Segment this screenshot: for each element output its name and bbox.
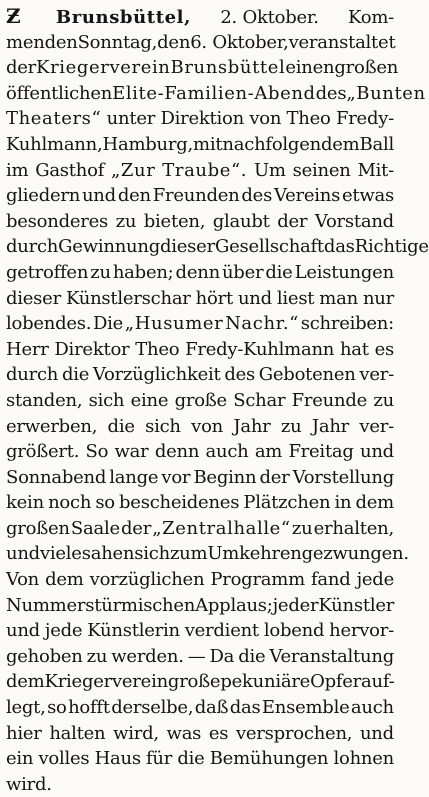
word: denn bbox=[175, 261, 220, 283]
word: Plätzchen bbox=[243, 492, 331, 514]
word: Jahr bbox=[233, 415, 271, 437]
word: es bbox=[208, 722, 229, 744]
word: von bbox=[191, 415, 224, 437]
word: Leistungen bbox=[294, 261, 394, 283]
word: dem bbox=[6, 671, 45, 693]
word: verdient bbox=[184, 620, 259, 642]
text-line-29 bbox=[6, 721, 394, 747]
word: die bbox=[265, 261, 293, 283]
word: Ensemble bbox=[261, 697, 350, 719]
word: lohnen bbox=[333, 748, 394, 770]
word: zu bbox=[115, 210, 137, 232]
word: So bbox=[85, 441, 109, 463]
word: und bbox=[81, 185, 116, 207]
word: und bbox=[6, 620, 40, 642]
word: es bbox=[374, 338, 394, 360]
text-line-22 bbox=[6, 541, 409, 567]
word: Bemühungen bbox=[209, 748, 329, 770]
word: mit bbox=[193, 133, 223, 155]
word: denn bbox=[154, 441, 200, 463]
word: nachfolgendem bbox=[222, 133, 360, 155]
text-line-30 bbox=[6, 746, 394, 772]
text-line-11 bbox=[6, 260, 394, 286]
word: und bbox=[6, 543, 40, 565]
word: Richtige bbox=[354, 236, 429, 258]
word: Gasthof bbox=[35, 159, 105, 181]
word: „Bunten bbox=[346, 82, 426, 104]
text-line-18 bbox=[6, 439, 394, 465]
word: Da bbox=[209, 645, 235, 667]
word: man bbox=[319, 287, 358, 309]
word: jeder bbox=[272, 594, 319, 616]
word: Theaters“ bbox=[6, 108, 102, 130]
word: Kuhlmann, bbox=[6, 133, 103, 155]
word: jede bbox=[356, 569, 394, 591]
word: vor bbox=[161, 466, 191, 488]
word: wird. bbox=[6, 773, 52, 795]
word: stürmischen bbox=[85, 594, 196, 616]
word: Applaus; bbox=[195, 594, 273, 616]
word: zu bbox=[291, 517, 313, 539]
word: Schar bbox=[233, 389, 286, 411]
word: Sonntag, bbox=[77, 31, 158, 53]
word: gezwungen. bbox=[301, 543, 409, 565]
word: Theo bbox=[135, 338, 180, 360]
text-line-17 bbox=[6, 414, 394, 440]
word: die bbox=[61, 364, 90, 386]
word: wird, bbox=[113, 722, 159, 744]
word: so bbox=[95, 492, 115, 514]
word: Traube“. bbox=[162, 159, 248, 181]
word: veranstaltet bbox=[288, 31, 396, 53]
word: im bbox=[6, 159, 29, 181]
text-line-13 bbox=[6, 311, 394, 337]
word: Künstlerschar bbox=[65, 287, 191, 309]
word: nur bbox=[362, 287, 394, 309]
word: für bbox=[146, 748, 173, 770]
word: was bbox=[166, 722, 202, 744]
word: lobendes. bbox=[6, 313, 92, 335]
word: Von bbox=[6, 569, 40, 591]
word: Direktion bbox=[160, 108, 244, 130]
word: unter bbox=[106, 108, 156, 130]
text-line-8 bbox=[6, 183, 394, 209]
word: „Husumer bbox=[124, 313, 224, 335]
word: des bbox=[224, 364, 255, 386]
word: Um bbox=[253, 159, 286, 181]
word: dem bbox=[45, 569, 84, 591]
word: haben; bbox=[112, 261, 174, 283]
word: versprochen, bbox=[235, 722, 353, 744]
word: Elite-Familien-Abend bbox=[112, 82, 316, 104]
word: Direktor bbox=[54, 338, 130, 360]
word: 6. Oktober, bbox=[190, 31, 289, 53]
word: schreiben: bbox=[300, 313, 394, 335]
text-line-3 bbox=[6, 55, 399, 81]
text-line-5 bbox=[6, 106, 394, 132]
word: legt, bbox=[6, 697, 46, 719]
word: Gesellschaft bbox=[214, 236, 324, 258]
text-line-15 bbox=[6, 362, 394, 388]
text-line-7 bbox=[6, 158, 394, 184]
word: Veranstaltung bbox=[269, 645, 394, 667]
word: dem bbox=[355, 492, 394, 514]
word: Mit- bbox=[357, 159, 394, 181]
word: werden. bbox=[111, 645, 184, 667]
word: durch bbox=[6, 236, 59, 258]
word: des bbox=[241, 185, 273, 207]
word: etwas bbox=[341, 185, 394, 207]
word: hat bbox=[339, 338, 369, 360]
word: Künstler bbox=[318, 594, 395, 616]
word: bescheidenes bbox=[119, 492, 240, 514]
word: hofft bbox=[68, 697, 110, 719]
word: „Zur bbox=[110, 159, 156, 181]
word: Vorstand bbox=[314, 210, 394, 232]
word: auf- bbox=[361, 671, 395, 693]
text-line-27 bbox=[6, 669, 394, 695]
word: war bbox=[114, 441, 149, 463]
word: ver- bbox=[359, 415, 394, 437]
word: Kriegerverein bbox=[44, 671, 168, 693]
word: Saale bbox=[70, 517, 120, 539]
word: kein bbox=[6, 492, 44, 514]
word: zu bbox=[90, 261, 111, 283]
word: den bbox=[157, 31, 191, 53]
word: Freunden bbox=[152, 185, 240, 207]
word: Nachr.“ bbox=[225, 313, 299, 335]
text-line-24 bbox=[6, 593, 394, 619]
word: sich bbox=[134, 543, 170, 565]
text-line-6 bbox=[6, 132, 394, 158]
text-line-2 bbox=[6, 30, 394, 56]
word: Freitag bbox=[288, 441, 354, 463]
word: der bbox=[121, 517, 152, 539]
word: Kom- bbox=[348, 7, 394, 28]
word: Jahr bbox=[311, 415, 350, 437]
word: sahen bbox=[81, 543, 135, 565]
word: den bbox=[117, 185, 151, 207]
word: des bbox=[315, 82, 347, 104]
word: einen bbox=[285, 57, 335, 79]
word: Herr bbox=[6, 338, 49, 360]
word: noch bbox=[48, 492, 92, 514]
section-marker: Ƶ bbox=[6, 4, 21, 28]
word: erwerben, bbox=[6, 415, 98, 437]
word: dieser bbox=[6, 287, 61, 309]
word: Umkehren bbox=[207, 543, 302, 565]
word: die bbox=[177, 748, 205, 770]
word: Vorstellung bbox=[292, 466, 394, 488]
word: und bbox=[359, 722, 394, 744]
word: glaubt bbox=[212, 210, 270, 232]
word: pekuniäre bbox=[220, 671, 311, 693]
word: so bbox=[47, 697, 67, 719]
word: am bbox=[254, 441, 283, 463]
word: großen bbox=[334, 57, 399, 79]
word: „Zentralhalle“ bbox=[152, 517, 291, 539]
word: gehoben bbox=[6, 645, 83, 667]
word: durch bbox=[6, 364, 59, 386]
word: hervor- bbox=[329, 620, 394, 642]
text-line-14 bbox=[6, 337, 394, 363]
text-line-31 bbox=[6, 772, 394, 797]
word: auch bbox=[350, 697, 394, 719]
word: große bbox=[167, 671, 221, 693]
text-line-10 bbox=[6, 234, 429, 260]
word: Fredy-Kuhlmann bbox=[185, 338, 335, 360]
word: bieten, bbox=[143, 210, 206, 232]
text-line-28 bbox=[6, 695, 394, 721]
word: standen, bbox=[6, 389, 83, 411]
word: dieser bbox=[160, 236, 215, 258]
word: in bbox=[334, 492, 352, 514]
word: liest bbox=[276, 287, 315, 309]
word: daß bbox=[194, 697, 229, 719]
word: größert. bbox=[6, 441, 80, 463]
word: Vorzüglichkeit bbox=[92, 364, 221, 386]
word: öffentlichen bbox=[6, 82, 113, 104]
word: viele bbox=[39, 543, 82, 565]
word: zu bbox=[86, 645, 108, 667]
word: — bbox=[187, 645, 206, 667]
word: Brunsbüttel bbox=[170, 57, 286, 79]
text-line-12 bbox=[6, 286, 394, 312]
word: derselbe, bbox=[111, 697, 194, 719]
word: Ball bbox=[359, 133, 394, 155]
word: Freunde bbox=[291, 389, 368, 411]
word: Gebotenen bbox=[258, 364, 356, 386]
word: Die bbox=[92, 313, 124, 335]
word: hier bbox=[6, 722, 42, 744]
word: fand bbox=[311, 569, 351, 591]
text-line-20 bbox=[6, 490, 394, 516]
text-line-4 bbox=[6, 81, 426, 107]
word: vorzüglichen bbox=[89, 569, 205, 591]
word: lobend bbox=[263, 620, 325, 642]
word: eine bbox=[130, 389, 169, 411]
word: ein bbox=[6, 748, 34, 770]
word: seinen bbox=[292, 159, 351, 181]
text-line-23 bbox=[6, 567, 394, 593]
text-line-16 bbox=[6, 388, 394, 414]
word: Nummer bbox=[6, 594, 86, 616]
text-line-25 bbox=[6, 618, 394, 644]
text-line-9 bbox=[6, 209, 394, 235]
word: menden bbox=[6, 31, 78, 53]
word: Beginn bbox=[193, 466, 257, 488]
word: Hamburg, bbox=[102, 133, 193, 155]
word: halten bbox=[49, 722, 106, 744]
word: von bbox=[249, 108, 282, 130]
word: getroffen bbox=[6, 261, 89, 283]
word: volles bbox=[38, 748, 90, 770]
word: Fredy- bbox=[335, 108, 394, 130]
word: Vereins bbox=[273, 185, 341, 207]
word: die bbox=[107, 415, 135, 437]
word: hört bbox=[195, 287, 233, 309]
text-line-26 bbox=[6, 644, 394, 670]
word: der bbox=[277, 210, 308, 232]
word: und bbox=[237, 287, 272, 309]
word: jede bbox=[44, 620, 83, 642]
word: große bbox=[174, 389, 227, 411]
word: großen bbox=[6, 517, 70, 539]
word: ver- bbox=[359, 364, 394, 386]
word: und bbox=[360, 441, 394, 463]
word: 2. Oktober. bbox=[220, 7, 319, 28]
word: Kriegerverein bbox=[36, 57, 171, 79]
word: sich bbox=[145, 415, 181, 437]
word: der bbox=[259, 466, 290, 488]
text-line-21 bbox=[6, 516, 394, 542]
word: gliedern bbox=[6, 185, 81, 207]
word: zu bbox=[280, 415, 302, 437]
word: Theo bbox=[286, 108, 331, 130]
word: zu bbox=[373, 389, 394, 411]
word: sich bbox=[88, 389, 125, 411]
word: Programm bbox=[210, 569, 305, 591]
word: das bbox=[229, 697, 261, 719]
word: Gewinnung bbox=[58, 236, 160, 258]
dateline-place: Brunsbüttel, bbox=[55, 7, 191, 28]
word: zum bbox=[169, 543, 208, 565]
word: Haus bbox=[94, 748, 141, 770]
word: die bbox=[238, 645, 266, 667]
word: Sonnabend bbox=[6, 466, 107, 488]
word: auch bbox=[205, 441, 249, 463]
text-line-19 bbox=[6, 465, 394, 491]
word: lange bbox=[109, 466, 159, 488]
word: das bbox=[323, 236, 355, 258]
text-line-1 bbox=[6, 4, 394, 30]
word: Opfer bbox=[310, 671, 362, 693]
word: besonderes bbox=[6, 210, 109, 232]
word: über bbox=[221, 261, 264, 283]
word: erhalten, bbox=[313, 517, 394, 539]
word: der bbox=[6, 57, 37, 79]
word: Künstlerin bbox=[87, 620, 180, 642]
